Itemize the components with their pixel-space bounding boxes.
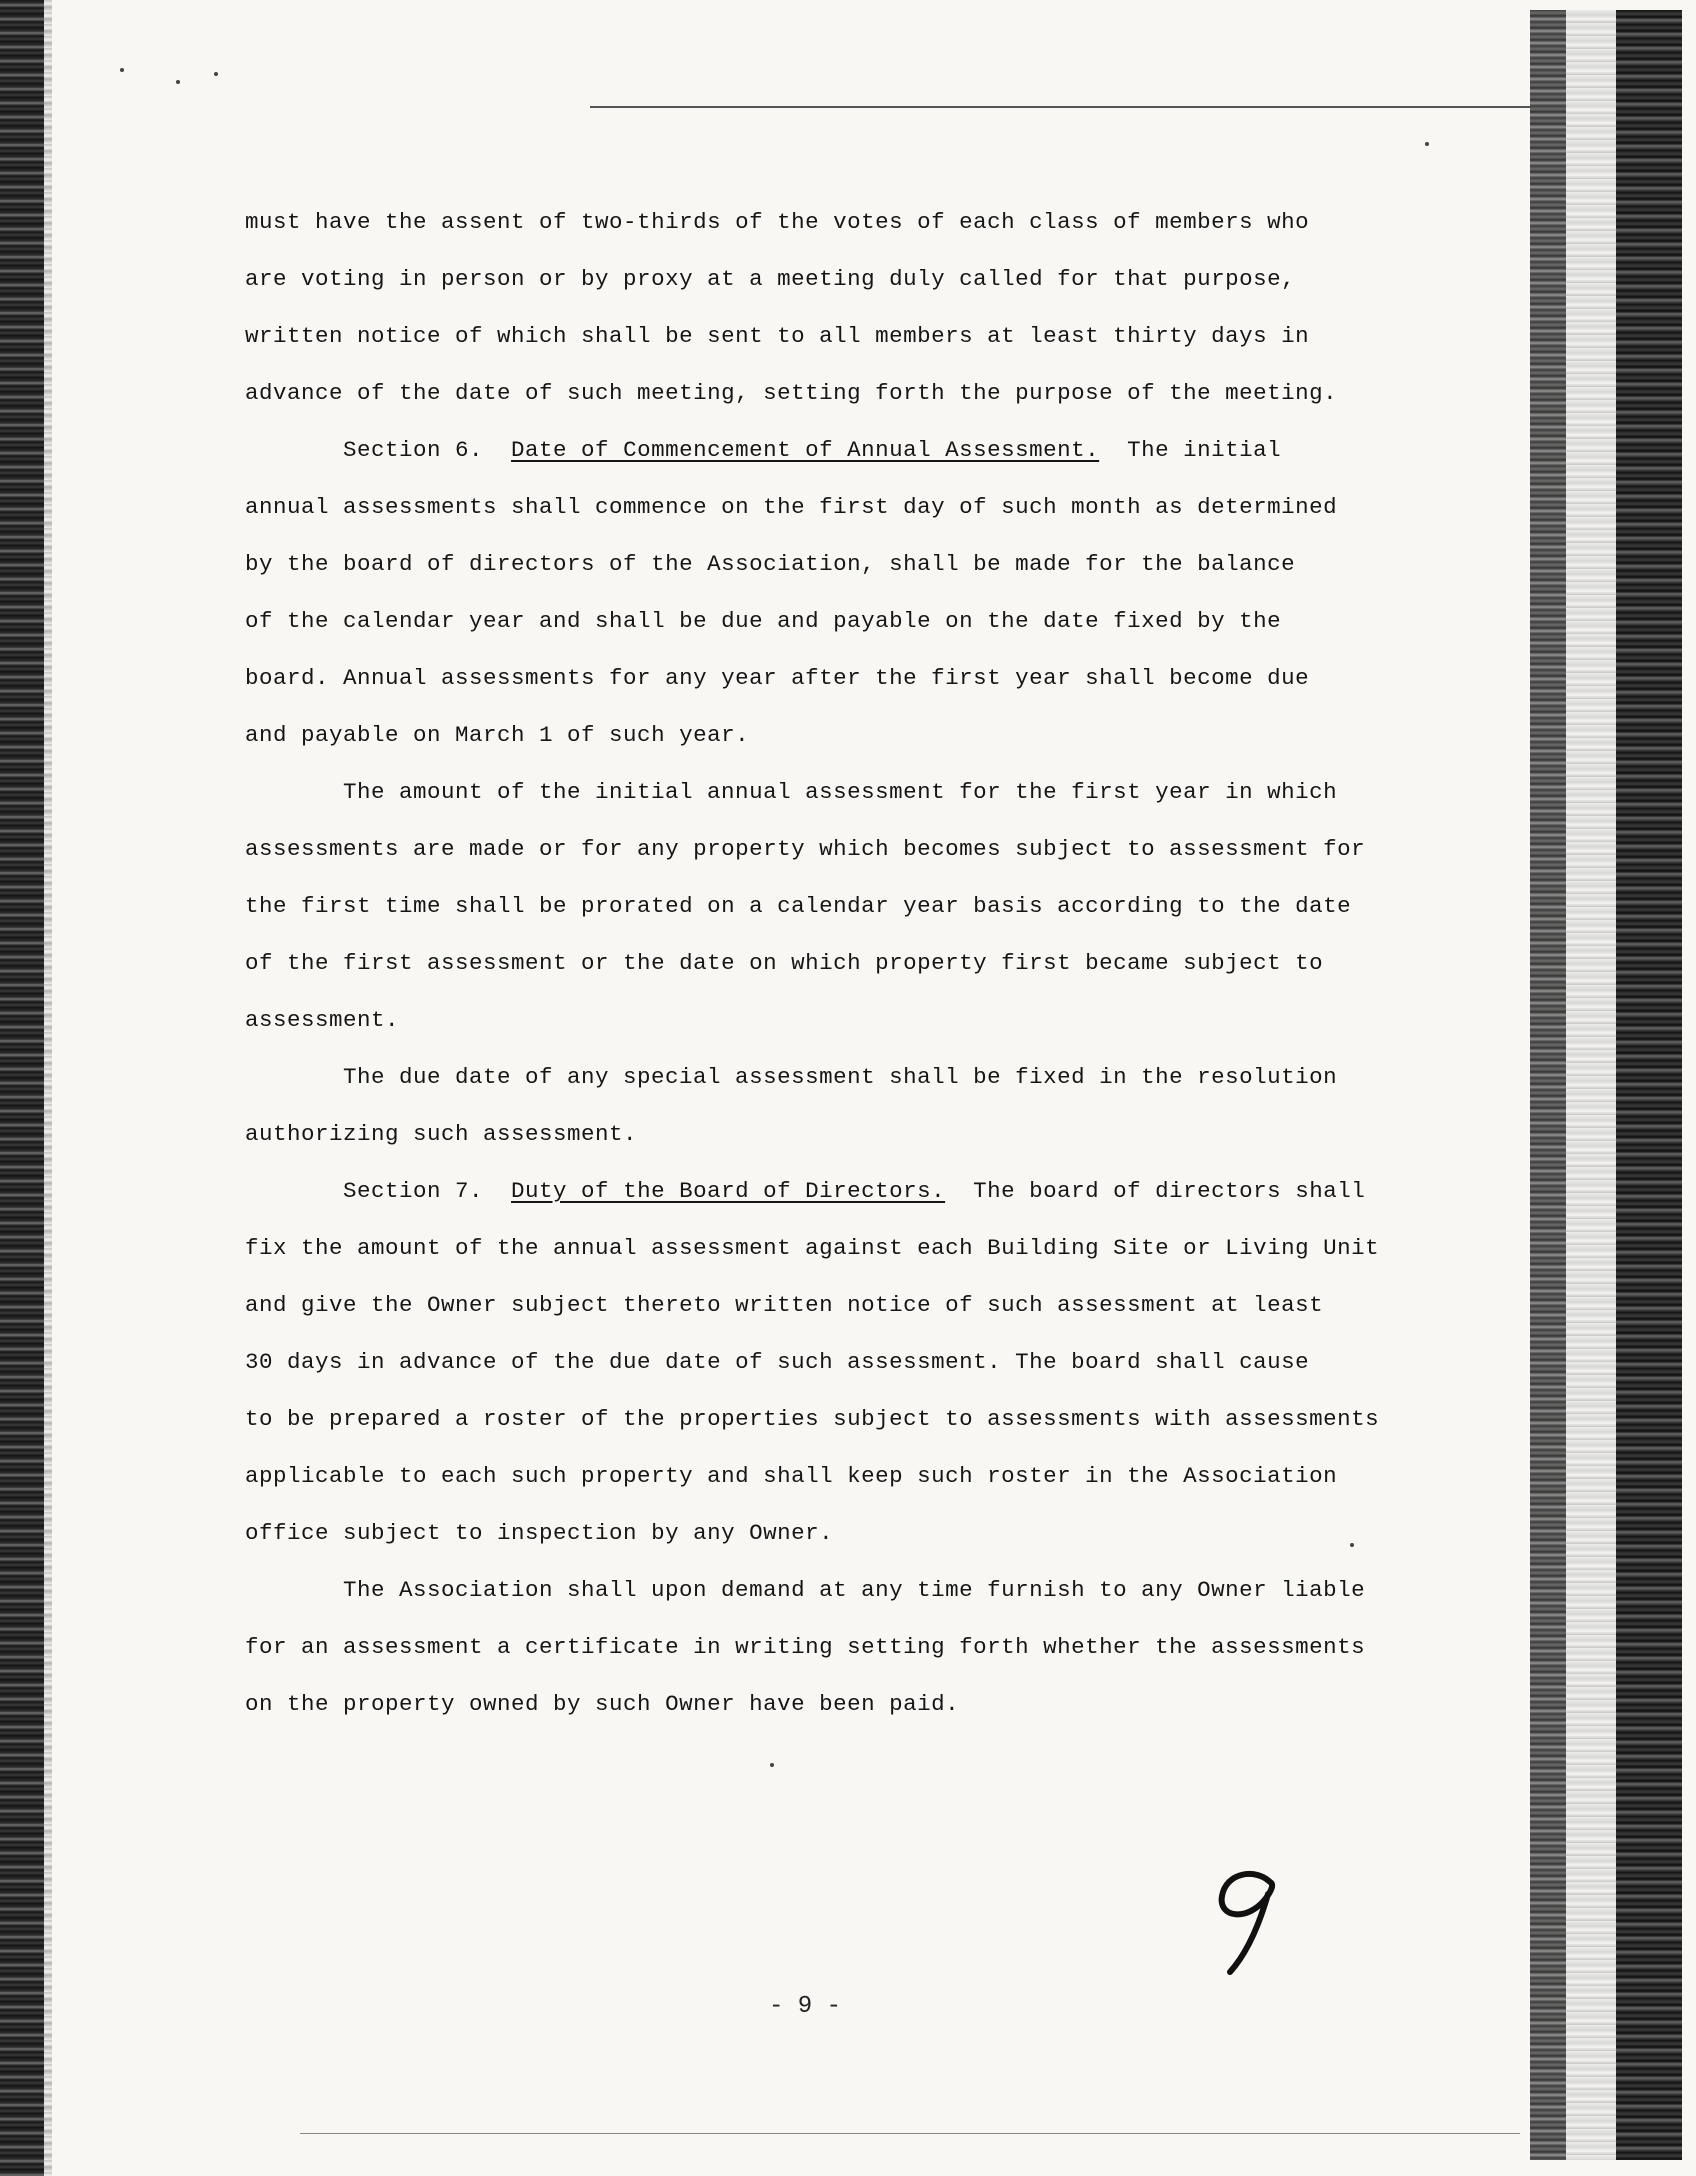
text-line: on the property owned by such Owner have been paid. xyxy=(245,1691,960,1717)
scan-speck xyxy=(770,1763,774,1767)
text-line: are voting in person or by proxy at a meeting duly called for that purpose, xyxy=(245,266,1296,292)
text-line: fix the amount of the annual assessment against each Building Site or Living Unit xyxy=(245,1235,1380,1261)
text-line: annual assessments shall commence on the first day of such month as determined xyxy=(245,494,1338,520)
text-line: of the first assessment or the date on which property first became subject to xyxy=(245,950,1324,976)
section-7-heading xyxy=(343,1176,1365,1206)
scan-speck xyxy=(1425,142,1429,146)
text-line: for an assessment a certificate in writing setting forth whether the assessments xyxy=(245,1634,1366,1660)
scan-speck xyxy=(120,68,124,72)
text-line: 30 days in advance of the due date of such assessment. The board shall cause xyxy=(245,1349,1310,1375)
text-line: advance of the date of such meeting, setting forth the purpose of the meeting. xyxy=(245,380,1338,406)
scan-edge-left xyxy=(0,0,44,2176)
text-line: of the calendar year and shall be due and payable on the date fixed by the xyxy=(245,608,1282,634)
bottom-scan-line xyxy=(300,2133,1520,2134)
text-line: by the board of directors of the Association, shall be made for the balance xyxy=(245,551,1296,577)
section-first-line: The board of directors shall xyxy=(973,1178,1366,1204)
page-number: - 9 - xyxy=(768,1993,841,2020)
section-6-heading xyxy=(343,435,1281,465)
text-line: board. Annual assessments for any year after the first year shall become due xyxy=(245,665,1310,691)
text-line: applicable to each such property and shall keep such roster in the Association xyxy=(245,1463,1338,1489)
text-line: The Association shall upon demand at any time furnish to any Owner liable xyxy=(343,1577,1366,1603)
text-line: must have the assent of two-thirds of the votes of each class of members who xyxy=(245,209,1310,235)
text-line: assessments are made or for any property which becomes subject to assessment for xyxy=(245,836,1366,862)
top-scan-line xyxy=(590,106,1530,108)
text-line: and payable on March 1 of such year. xyxy=(245,722,750,748)
text-line: authorizing such assessment. xyxy=(245,1121,638,1147)
scan-speck xyxy=(176,80,180,84)
section-first-line: The initial xyxy=(1127,437,1282,463)
section-title: Duty of the Board of Directors. xyxy=(511,1178,946,1204)
section-label: Section 6. xyxy=(343,437,484,463)
text-line: to be prepared a roster of the properties subject to assessments with assessments xyxy=(245,1406,1380,1432)
scan-edge-right xyxy=(1530,10,1690,2160)
text-line: The amount of the initial annual assessment for the first year in which xyxy=(343,779,1338,805)
text-line: office subject to inspection by any Owner. xyxy=(245,1520,834,1546)
scan-speck xyxy=(1350,1543,1354,1547)
text-line: assessment. xyxy=(245,1007,400,1033)
handwritten-page-number xyxy=(1208,1860,1298,1980)
scan-speck xyxy=(214,72,218,76)
section-label: Section 7. xyxy=(343,1178,484,1204)
text-line: the first time shall be prorated on a calendar year basis according to the date xyxy=(245,893,1352,919)
section-title: Date of Commencement of Annual Assessment. xyxy=(511,437,1100,463)
text-line: The due date of any special assessment shall be fixed in the resolution xyxy=(343,1064,1338,1090)
text-line: written notice of which shall be sent to all members at least thirty days in xyxy=(245,323,1310,349)
text-line: and give the Owner subject thereto written notice of such assessment at least xyxy=(245,1292,1324,1318)
